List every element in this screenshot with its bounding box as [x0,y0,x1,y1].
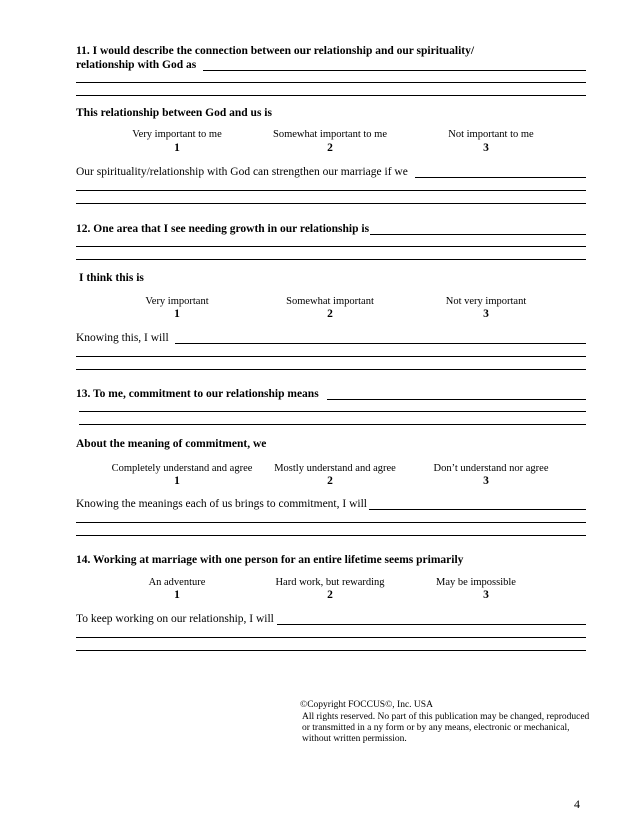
q13-followup-line-3[interactable] [76,535,586,536]
q11-followup-line-1[interactable] [415,177,586,178]
q13-answer-line-2[interactable] [79,411,586,412]
q12-followup-line-1[interactable] [175,343,586,344]
q14-option-1-number[interactable]: 1 [174,589,180,601]
q12-title: 12. One area that I see needing growth in our relationship is [76,223,370,235]
q14-option-1-label: An adventure [148,577,206,588]
q12-followup-line-2[interactable] [76,356,586,357]
q11-answer-line-1[interactable] [203,70,586,71]
q12-option-1-number[interactable]: 1 [174,308,180,320]
q11-followup: Our spirituality/relationship with God can strengthen our marriage if we [76,166,408,178]
q11-followup-line-2[interactable] [76,190,586,191]
q11-answer-line-3[interactable] [76,95,586,96]
q14-followup-line-1[interactable] [277,624,586,625]
q12-option-1-label: Very important [145,296,209,307]
q13-title: 13. To me, commitment to our relationship means [76,388,319,400]
q11-option-1-label: Very important to me [132,129,222,140]
q12-answer-line-1[interactable] [370,234,586,235]
q12-option-2-number[interactable]: 2 [327,308,333,320]
q13-rating-heading: About the meaning of commitment, we [76,438,267,450]
q13-option-3-label: Don’t understand nor agree [433,463,549,474]
q14-followup-line-3[interactable] [76,650,586,651]
q14-option-2-number[interactable]: 2 [327,589,333,601]
q13-followup-line-2[interactable] [76,522,586,523]
q11-followup-line-3[interactable] [76,203,586,204]
q13-followup: Knowing the meanings each of us brings to commitment, I will [76,498,367,510]
q14-option-3-number[interactable]: 3 [483,589,489,601]
q13-followup-line-1[interactable] [369,509,586,510]
q11-option-2-label: Somewhat important to me [272,129,388,140]
q12-option-3-label: Not very important [445,296,527,307]
q12-answer-line-3[interactable] [76,259,586,260]
q12-followup: Knowing this, I will [76,332,169,344]
q11-title-line2: relationship with God as [76,59,197,71]
page-number: 4 [574,797,580,811]
q13-option-2-label: Mostly understand and agree [274,463,396,474]
q14-followup: To keep working on our relationship, I will [76,613,274,625]
q13-option-3-number[interactable]: 3 [483,475,489,487]
copyright-line-2: All rights reserved. No part of this publication may be changed, reproduced [302,712,590,722]
q11-rating-heading: This relationship between God and us is [76,107,272,119]
q11-title-line1: 11. I would describe the connection between our relationship and our spirituality/ [76,45,475,57]
copyright-line-1: ©Copyright FOCCUS©, Inc. USA [300,700,433,710]
q13-option-1-label: Completely understand and agree [111,463,253,474]
copyright-line-3: or transmitted in a ny form or by any means, electronic or mechanical, [302,723,570,733]
q13-answer-line-1[interactable] [327,399,586,400]
q11-option-3-label: Not important to me [448,129,534,140]
q13-answer-line-3[interactable] [79,424,586,425]
q14-title: 14. Working at marriage with one person for an entire lifetime seems primarily [76,554,464,566]
q14-option-3-label: May be impossible [436,577,516,588]
q12-rating-heading: I think this is [79,272,144,284]
q12-answer-line-2[interactable] [76,246,586,247]
q14-followup-line-2[interactable] [76,637,586,638]
q12-followup-line-3[interactable] [76,369,586,370]
q11-answer-line-2[interactable] [76,82,586,83]
q13-option-2-number[interactable]: 2 [327,475,333,487]
q12-option-3-number[interactable]: 3 [483,308,489,320]
q12-option-2-label: Somewhat important [286,296,374,307]
q14-option-2-label: Hard work, but rewarding [275,577,385,588]
q11-option-2-number[interactable]: 2 [327,142,333,154]
copyright-line-4: without written permission. [302,734,407,744]
q11-option-3-number[interactable]: 3 [483,142,489,154]
q11-option-1-number[interactable]: 1 [174,142,180,154]
q13-option-1-number[interactable]: 1 [174,475,180,487]
